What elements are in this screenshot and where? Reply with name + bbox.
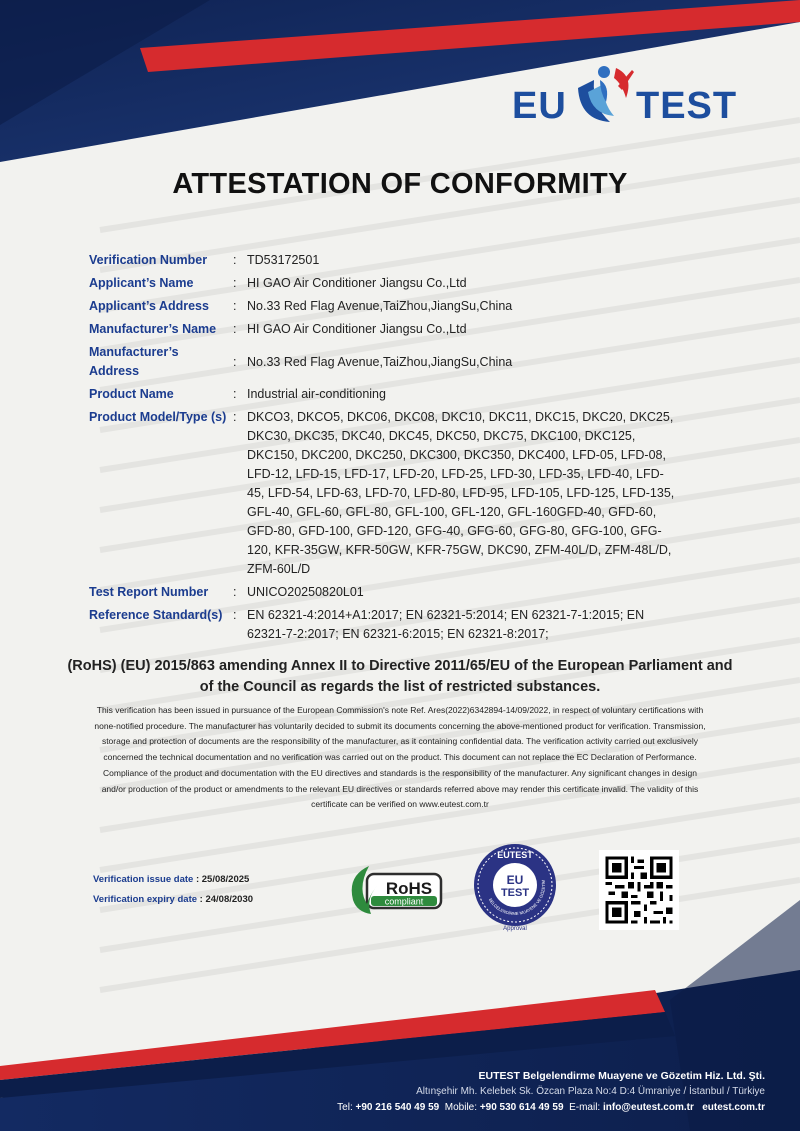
footer-company: EUTEST Belgelendirme Muayene ve Gözetim Hiz. Ltd. Şti.: [478, 1070, 765, 1082]
footer-address: Altınşehir Mh. Kelebek Sk. Özcan Plaza No:4 D:4 Ümraniye / İstanbul / Türkiye: [416, 1086, 765, 1097]
tel-value: +90 216 540 49 59: [355, 1102, 440, 1113]
email-link[interactable]: info@eutest.com.tr: [602, 1102, 694, 1113]
seal-center-top: EU: [506, 873, 524, 887]
field-label: Test Report Number: [89, 585, 209, 599]
field-label: Manufacturer’s Address: [89, 345, 179, 378]
issue-date-value: : 25/08/2025: [195, 874, 250, 885]
field-label: Product Model/Type (s): [89, 410, 227, 424]
field-value: HI GAO Air Conditioner Jiangsu Co.,Ltd: [247, 276, 467, 290]
field-product-models: [89, 408, 689, 579]
field-value: Industrial air-conditioning: [247, 387, 386, 401]
seal-ring-text: BELGELENDİRME MUAYENE VE GÖZETİM: [487, 879, 547, 917]
field-colon: :: [233, 354, 237, 369]
field-colon: :: [233, 410, 237, 424]
field-value: TD53172501: [247, 253, 320, 267]
field-label: Applicant’s Name: [89, 276, 194, 290]
verification-statement: This verification has been issued in pursuance of the European Commission's note Ref. Ares(2022)6342894-14/09/2022, in respect of voluntary certifications with none-notified procedure. The manufacturer has voluntarily decided to submit its documents concerning the above-mentioned product for verification. Transmission, storage and protection of documents are the responsibility of the manufacturer, as it containing confidential data. The verification activity carried out exclusively concerned the technical documentation and no verification was carried out on the product. This document can not replace the EC Declaration of Performance. Compliance of the product and documentation with the EU directives and standards is the responsibility of the manufacturer. Any significant changes in design and/or production of the product or amendments to the relevant EU directives or standards referred above may render this certificate invalid. The validity of this certificate can be verified on www.eutest.com.tr: [94, 705, 706, 810]
field-colon: :: [233, 299, 237, 313]
field-colon: :: [233, 253, 237, 267]
attestation-details: [89, 251, 689, 648]
directive-title: (RoHS) (EU) 2015/863 amending Annex II to Directive 2011/65/EU of the European Parliament and of the Council as regards the list of restricted substances.: [67, 658, 733, 695]
field-label: Applicant’s Address: [89, 299, 209, 313]
field-colon: :: [233, 387, 237, 401]
field-test-report-number: [89, 583, 689, 602]
logo-text-eu: EU: [512, 85, 567, 127]
field-colon: :: [233, 608, 237, 622]
verification-dates: [93, 870, 253, 910]
field-value: UNICO20250820L01: [247, 585, 364, 599]
mobile-value: +90 530 614 49 59: [479, 1102, 564, 1113]
field-colon: :: [233, 585, 237, 599]
rohs-badge-title: RoHS: [385, 879, 433, 898]
qr-code-icon: [599, 850, 679, 930]
field-value: DKCO3, DKCO5, DKC06, DKC08, DKC10, DKC11, DKC15, DKC20, DKC25, DKC30, DKC35, DKC40, DKC45, DKC50, DKC75, DKC100, DKC125, DKC150, DKC200, DKC250, DKC300, DKC350, DKC400, LFD-05, LFD-08, LFD-12, LFD-15, LFD-17, LFD-20, LFD-25, LFD-30, LFD-35, LFD-40, LFD-45, LFD-54, LFD-63, LFD-70, LFD-80, LFD-95, LFD-105, LFD-125, LFD-135, GFL-40, GFL-60, GFL-80, GFL-100, GFL-120, GFL-160GFD-40, GFD-60, GFD-80, GFD-100, GFD-120, GFG-40, GFG-60, GFG-80, GFG-100, GFG-120, KFR-35GW, KFR-50GW, KFR-75GW, DKC90, ZFM-40L/D, ZFM-48L/D, ZFM-60L/D: [247, 410, 675, 576]
issue-date-row: [93, 870, 253, 890]
field-applicant-name: [89, 274, 689, 293]
field-product-name: [89, 385, 689, 404]
rohs-compliant-badge: [345, 862, 445, 916]
seal-center-bottom: TEST: [500, 887, 530, 899]
email-label: E-mail:: [569, 1102, 601, 1113]
footer-contacts-line: [337, 1100, 765, 1116]
seal-top-text: EUTEST: [497, 850, 533, 860]
field-label: Product Name: [89, 387, 174, 401]
logo-text-test: TEST: [636, 85, 738, 127]
field-value: EN 62321-4:2014+A1:2017; EN 62321-5:2014; EN 62321-7-1:2015; EN 62321-7-2:2017; EN 62321-6:2015; EN 62321-8:2017;: [247, 608, 645, 641]
tel-label: Tel:: [337, 1102, 353, 1113]
expiry-date-value: : 24/08/2030: [199, 894, 254, 905]
field-verification-number: [89, 251, 689, 270]
field-applicant-address: [89, 297, 689, 316]
rohs-badge-subtitle: compliant: [384, 896, 424, 907]
eutest-approval-seal: [470, 840, 560, 932]
verification-qr-code[interactable]: [599, 850, 679, 930]
eutest-logo: [512, 62, 747, 132]
field-label: Manufacturer’s Name: [89, 322, 217, 336]
field-label: Reference Standard(s): [89, 608, 223, 622]
field-value: No.33 Red Flag Avenue,TaiZhou,JiangSu,China: [247, 299, 513, 313]
mobile-label: Mobile:: [444, 1102, 478, 1113]
field-manufacturer-address: [89, 343, 689, 381]
field-label: Verification Number: [89, 253, 208, 267]
footer-contact: [337, 1068, 765, 1116]
seal-bottom-text: Approval: [503, 926, 527, 932]
issue-date-label: Verification issue date: [93, 874, 194, 885]
website-link[interactable]: eutest.com.tr: [702, 1102, 765, 1113]
field-manufacturer-name: [89, 320, 689, 339]
field-reference-standards: [89, 606, 689, 644]
field-value: No.33 Red Flag Avenue,TaiZhou,JiangSu,China: [247, 354, 513, 369]
page-title: ATTESTATION OF CONFORMITY: [172, 168, 628, 200]
field-colon: :: [233, 276, 237, 290]
logo-emblem-icon: [574, 62, 638, 128]
field-colon: :: [233, 322, 237, 336]
expiry-date-label: Verification expiry date: [93, 894, 198, 905]
expiry-date-row: [93, 890, 253, 910]
field-value: HI GAO Air Conditioner Jiangsu Co.,Ltd: [247, 322, 467, 336]
